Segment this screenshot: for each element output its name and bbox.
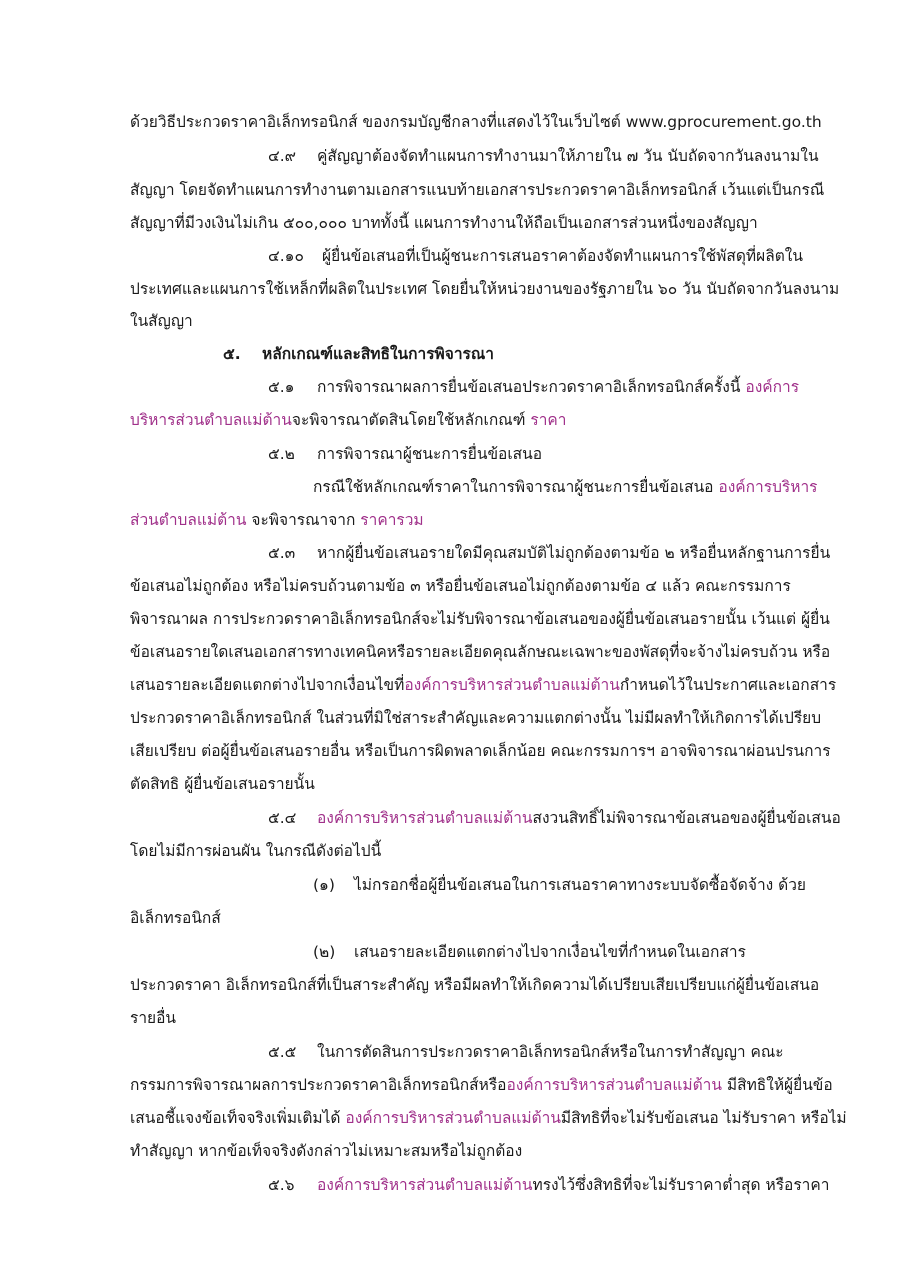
- text-line: ประกวดราคาอิเล็กทรอนิกส์ ในส่วนที่มิใช่สาระสำคัญและความแตกต่างนั้น ไม่มีผลทำให้เกิดการได้เปรียบ: [130, 709, 822, 727]
- text-line: เสียเปรียบ ต่อผู้ยื่นข้อเสนอรายอื่น หรือเป็นการผิดพลาดเล็กน้อย คณะกรรมการฯ อาจพิจารณาผ่อนปรนการ: [130, 742, 831, 760]
- text-line: ไม่กรอกชื่อผู้ยื่นข้อเสนอในการเสนอราคาทางระบบจัดซื้อจัดจ้าง ด้วย: [354, 876, 806, 894]
- text-line: พิจารณาผล การประกวดราคาอิเล็กทรอนิกส์จะไม่รับพิจารณาข้อเสนอของผู้ยื่นข้อเสนอรายนั้น เว้นแต่ ผู้ยื่น: [130, 610, 830, 628]
- text-line: ตัดสิทธิ ผู้ยื่นข้อเสนอรายนั้น: [130, 775, 315, 793]
- section-number: ๕.: [223, 345, 241, 363]
- text-line: ประกวดราคา อิเล็กทรอนิกส์ที่เป็นสาระสำคัญ หรือมีผลทำให้เกิดความได้เปรียบเสียเปรียบแก่ผู้ยื่นข้อเสนอ: [130, 976, 820, 994]
- text-line: ทำสัญญา หากข้อเท็จจริงดังกล่าวไม่เหมาะสมหรือไม่ถูกต้อง: [130, 1142, 523, 1160]
- text-line: สัญญา โดยจัดทำแผนการทำงานตามเอกสารแนบท้ายเอกสารประกวดราคาอิเล็กทรอนิกส์ เว้นแต่เป็นกรณี: [130, 181, 825, 199]
- text-line: กรรมการพิจารณาผลการประกวดราคาอิเล็กทรอนิกส์หรือองค์การบริหารส่วนตำบลแม่ต้าน มีสิทธิให้ผู้ยื่นข้อ: [130, 1076, 833, 1094]
- clause-number: ๔.๙: [268, 147, 297, 165]
- clause-number: ๕.๕: [268, 1043, 297, 1061]
- clause-number: ๔.๑๐: [268, 247, 304, 265]
- highlighted-term: ราคา: [530, 411, 567, 429]
- text-line: เสนอชี้แจงข้อเท็จจริงเพิ่มเติมได้ องค์การบริหารส่วนตำบลแม่ต้านมีสิทธิที่จะไม่รับข้อเสนอ ไม่รับราคา หรือไม่: [130, 1109, 847, 1127]
- text-line: บริหารส่วนตำบลแม่ต้านจะพิจารณาตัดสินโดยใช้หลักเกณฑ์ ราคา: [130, 411, 567, 429]
- text-line: ส่วนตำบลแม่ต้าน จะพิจารณาจาก ราคารวม: [130, 511, 424, 529]
- text-line: องค์การบริหารส่วนตำบลแม่ต้านสงวนสิทธิ์ไม่พิจารณาข้อเสนอของผู้ยื่นข้อเสนอ: [317, 809, 841, 827]
- highlighted-term: องค์การบริหารส่วนตำบลแม่ต้าน: [317, 1176, 533, 1194]
- clause-number: ๕.๑: [268, 378, 295, 396]
- text-line: รายอื่น: [130, 1009, 177, 1027]
- highlighted-term: ราคารวม: [360, 511, 424, 529]
- section-heading: หลักเกณฑ์และสิทธิในการพิจารณา: [262, 345, 494, 363]
- text-line: เสนอรายละเอียดแตกต่างไปจากเงื่อนไขที่กำหนดในเอกสาร: [354, 943, 746, 961]
- clause-number: ๕.๓: [268, 544, 296, 562]
- text-line: ในการตัดสินการประกวดราคาอิเล็กทรอนิกส์หรือในการทำสัญญา คณะ: [317, 1043, 784, 1061]
- text-line: หากผู้ยื่นข้อเสนอรายใดมีคุณสมบัติไม่ถูกต้องตามข้อ ๒ หรือยื่นหลักฐานการยื่น: [317, 544, 831, 562]
- text-line: อิเล็กทรอนิกส์: [130, 909, 221, 927]
- text-line: เสนอรายละเอียดแตกต่างไปจากเงื่อนไขที่องค์การบริหารส่วนตำบลแม่ต้านกำหนดไว้ในประกาศและเอกสาร: [130, 676, 837, 694]
- text-line: การพิจารณาผู้ชนะการยื่นข้อเสนอ: [317, 445, 543, 463]
- highlighted-term: องค์การบริหารส่วนตำบลแม่ต้าน: [506, 1076, 722, 1094]
- highlighted-term: บริหารส่วนตำบลแม่ต้าน: [130, 411, 292, 429]
- clause-number: ๕.๔: [268, 809, 297, 827]
- item-number: (๑): [313, 876, 335, 894]
- text-line: ประเทศและแผนการใช้เหล็กที่ผลิตในประเทศ โดยยื่นให้หน่วยงานของรัฐภายใน ๖๐ วัน นับถัดจากวันลงนาม: [130, 280, 840, 298]
- highlighted-term: องค์การบริหารส่วนตำบลแม่ต้าน: [404, 676, 620, 694]
- highlighted-term: องค์การบริหารส่วนตำบลแม่ต้าน: [345, 1109, 561, 1127]
- clause-number: ๕.๖: [268, 1176, 295, 1194]
- text-line: ผู้ยื่นข้อเสนอที่เป็นผู้ชนะการเสนอราคาต้องจัดทำแผนการใช้พัสดุที่ผลิตใน: [322, 247, 803, 265]
- text-line: สัญญาที่มีวงเงินไม่เกิน ๕๐๐,๐๐๐ บาททั้งนี้ แผนการทำงานให้ถือเป็นเอกสารส่วนหนึ่งของสัญญา: [130, 214, 758, 232]
- text-line: ข้อเสนอไม่ถูกต้อง หรือไม่ครบถ้วนตามข้อ ๓ หรือยื่นข้อเสนอไม่ถูกต้องตามข้อ ๔ แล้ว คณะกรรมการ: [130, 577, 791, 595]
- item-number: (๒): [313, 943, 336, 961]
- highlighted-term: องค์การบริหาร: [718, 478, 818, 496]
- text-line: กรณีใช้หลักเกณฑ์ราคาในการพิจารณาผู้ชนะการยื่นข้อเสนอ องค์การบริหาร: [313, 478, 818, 496]
- text-line: การพิจารณาผลการยื่นข้อเสนอประกวดราคาอิเล็กทรอนิกส์ครั้งนี้ องค์การ: [317, 378, 800, 396]
- text-line: องค์การบริหารส่วนตำบลแม่ต้านทรงไว้ซึ่งสิทธิที่จะไม่รับราคาต่ำสุด หรือราคา: [317, 1176, 830, 1194]
- highlighted-term: องค์การบริหารส่วนตำบลแม่ต้าน: [317, 809, 533, 827]
- text-line: โดยไม่มีการผ่อนผัน ในกรณีดังต่อไปนี้: [130, 842, 382, 860]
- text-line: ด้วยวิธีประกวดราคาอิเล็กทรอนิกส์ ของกรมบัญชีกลางที่แสดงไว้ในเว็บไซต์ www.gprocurement.go.th: [130, 113, 822, 131]
- clause-number: ๕.๒: [268, 445, 295, 463]
- text-line: ข้อเสนอรายใดเสนอเอกสารทางเทคนิคหรือรายละเอียดคุณลักษณะเฉพาะของพัสดุที่จะจ้างไม่ครบถ้วน หรือ: [130, 643, 831, 661]
- highlighted-term: ส่วนตำบลแม่ต้าน: [130, 511, 247, 529]
- highlighted-term: องค์การ: [745, 378, 800, 396]
- text-line: ในสัญญา: [130, 312, 193, 330]
- text-line: คู่สัญญาต้องจัดทำแผนการทำงานมาให้ภายใน ๗ วัน นับถัดจากวันลงนามใน: [317, 147, 819, 165]
